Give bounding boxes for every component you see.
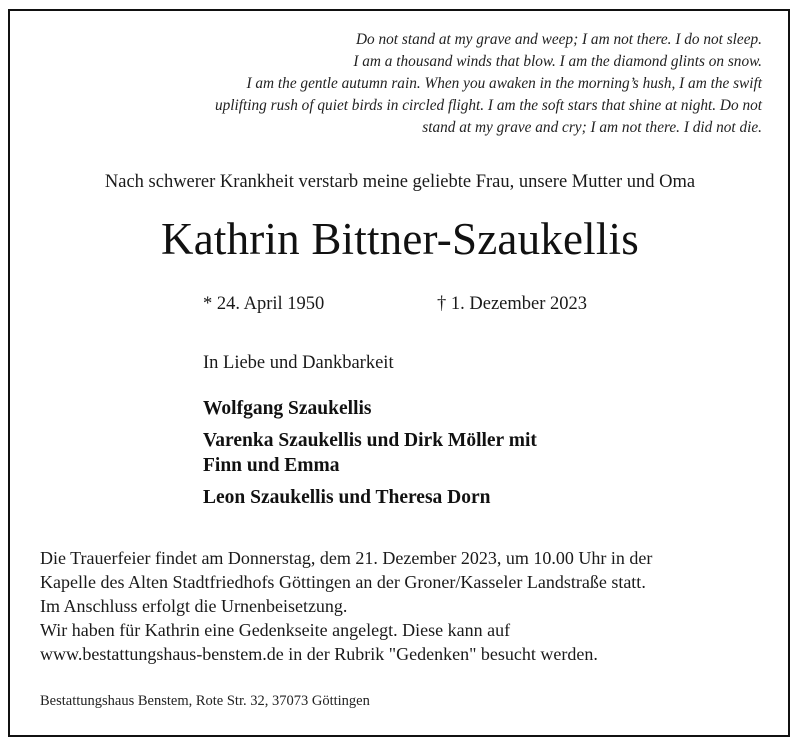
- deceased-name: Kathrin Bittner-Szaukellis: [161, 214, 639, 264]
- info-line: Kapelle des Alten Stadtfriedhofs Göttingen an der Groner/Kasseler Landstraße statt.: [40, 572, 646, 592]
- family-member: Leon Szaukellis und Theresa Dorn: [203, 487, 491, 508]
- family-member: Varenka Szaukellis und Dirk Möller mit: [203, 430, 537, 451]
- info-line: www.bestattungshaus-benstem.de in der Rubrik "Gedenken" besucht werden.: [40, 644, 598, 664]
- family-member: Wolfgang Szaukellis: [203, 398, 372, 419]
- intro-text: Nach schwerer Krankheit verstarb meine geliebte Frau, unsere Mutter und Oma: [104, 172, 696, 192]
- ceremony-info: [40, 546, 780, 666]
- family-list: [203, 396, 643, 510]
- poem-line: stand at my grave and cry; I am not there. I did not die.: [422, 119, 762, 136]
- poem-line: I am the gentle autumn rain. When you awaken in the morning’s hush, I am the swift: [246, 75, 762, 92]
- death-date: † 1. Dezember 2023: [437, 294, 588, 314]
- poem-line: I am a thousand winds that blow. I am the diamond glints on snow.: [353, 53, 762, 70]
- poem: [122, 29, 762, 139]
- poem-line: Do not stand at my grave and weep; I am not there. I do not sleep.: [355, 31, 762, 48]
- birth-date: * 24. April 1950: [203, 294, 325, 314]
- info-line: Wir haben für Kathrin eine Gedenkseite angelegt. Diese kann auf: [40, 620, 511, 640]
- mourning-line: In Liebe und Dankbarkeit: [203, 353, 394, 373]
- info-line: Die Trauerfeier findet am Donnerstag, dem 21. Dezember 2023, um 10.00 Uhr in der: [40, 548, 653, 568]
- info-line: Im Anschluss erfolgt die Urnenbeisetzung.: [40, 596, 348, 616]
- family-member: Finn und Emma: [203, 455, 340, 476]
- funeral-home-address: Bestattungshaus Benstem, Rote Str. 32, 37073 Göttingen: [40, 693, 370, 709]
- poem-line: uplifting rush of quiet birds in circled flight. I am the soft stars that shine at night. Do not: [214, 97, 762, 114]
